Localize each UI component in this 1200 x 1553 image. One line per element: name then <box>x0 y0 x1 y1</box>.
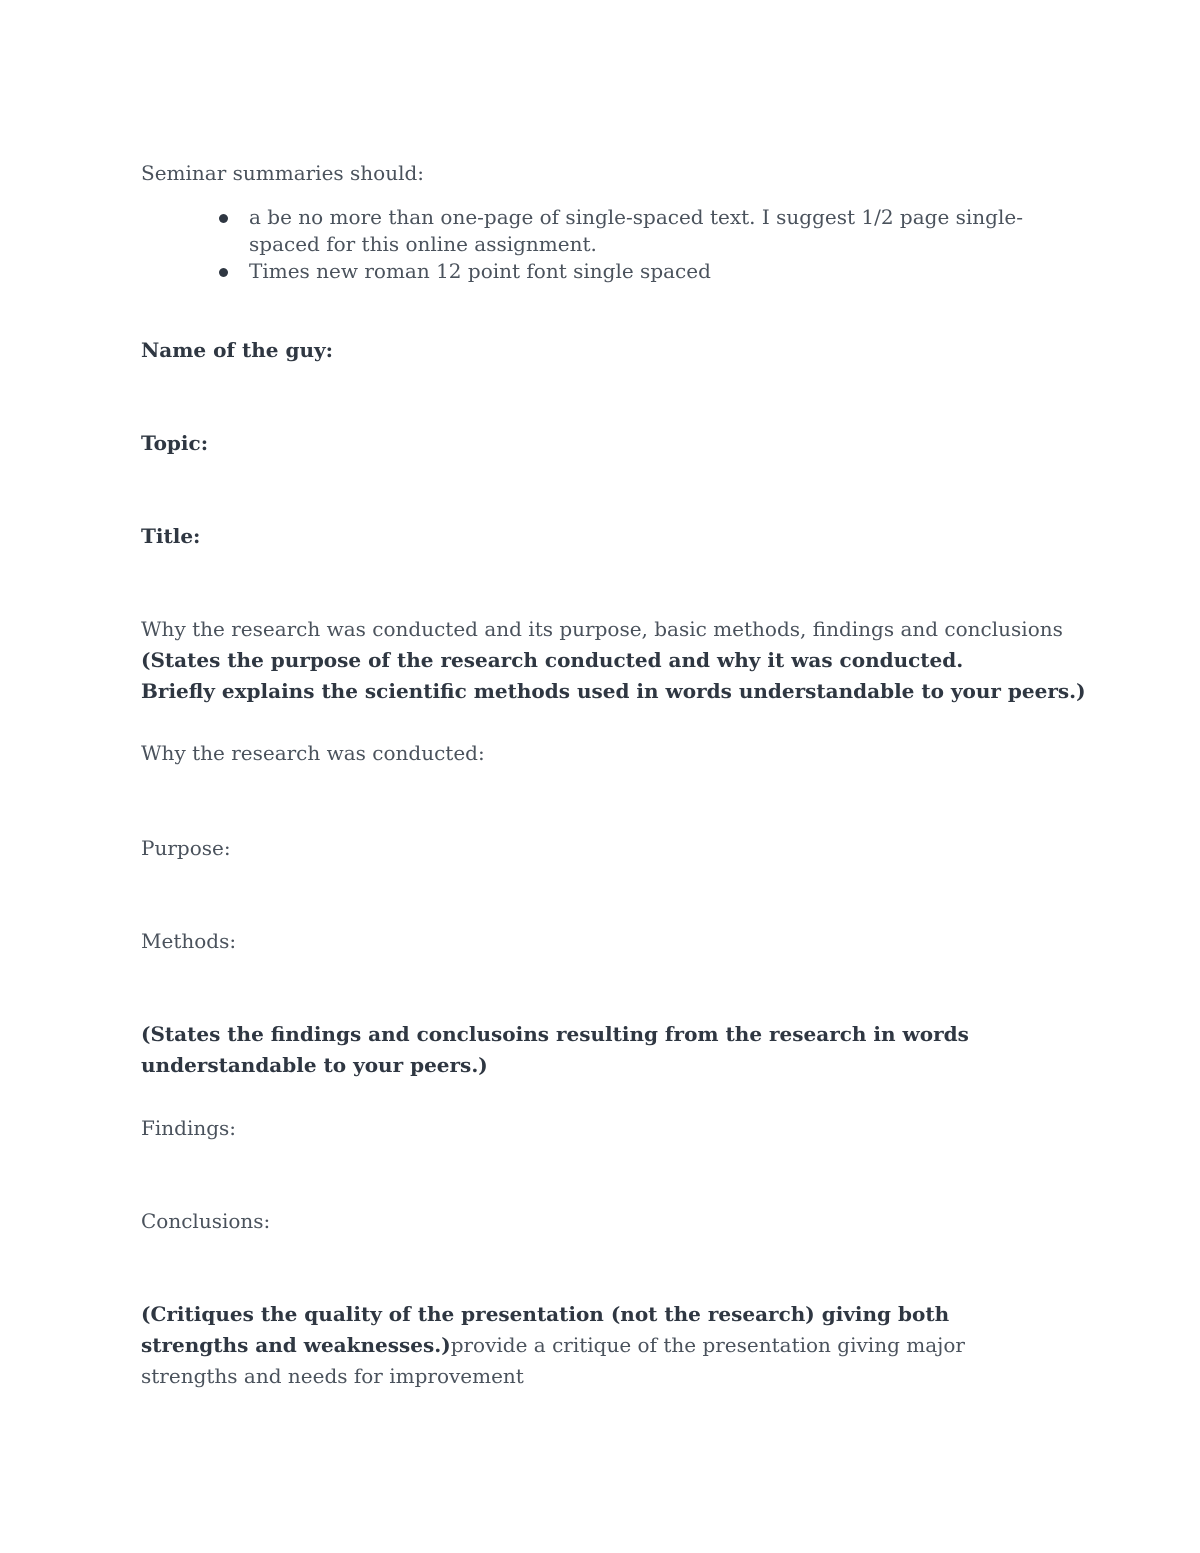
list-item <box>216 204 1049 258</box>
conclusions-label: Conclusions: <box>141 1209 271 1233</box>
why-conducted-label: Why the research was conducted: <box>141 741 485 765</box>
research-heading: Why the research was conducted and its purpose, basic methods, findings and conclusions <box>141 617 1063 641</box>
bullet-icon <box>219 214 228 223</box>
findings-note: (States the findings and conclusoins resulting from the research in words understandable to your peers.) <box>141 1022 969 1077</box>
requirements-list <box>216 204 1049 285</box>
critique-note-normal: provide a critique of the presentation giving major strengths and needs for improvement <box>141 1333 965 1388</box>
topic-field-label: Topic: <box>141 431 209 455</box>
findings-label: Findings: <box>141 1116 237 1140</box>
title-field-label: Title: <box>141 524 201 548</box>
list-item-text: Times new roman 12 point font single spaced <box>249 259 711 283</box>
bullet-icon <box>219 268 228 277</box>
purpose-label: Purpose: <box>141 836 231 860</box>
critique-note-bold: (Critiques the quality of the presentation (not the research) giving both strengths and weaknesses.) <box>141 1302 950 1357</box>
list-item-text: a be no more than one-page of single-spaced text. I suggest 1/2 page single-spaced for this online assignment. <box>249 205 1023 256</box>
list-item <box>216 258 1049 285</box>
research-note-line-2: Briefly explains the scientific methods used in words understandable to your peers.) <box>141 679 1086 703</box>
research-note-line-1: (States the purpose of the research conducted and why it was conducted. <box>141 648 964 672</box>
name-field-label: Name of the guy: <box>141 338 333 362</box>
critique-paragraph <box>141 1299 991 1392</box>
methods-label: Methods: <box>141 929 237 953</box>
intro-text: Seminar summaries should: <box>141 161 425 185</box>
